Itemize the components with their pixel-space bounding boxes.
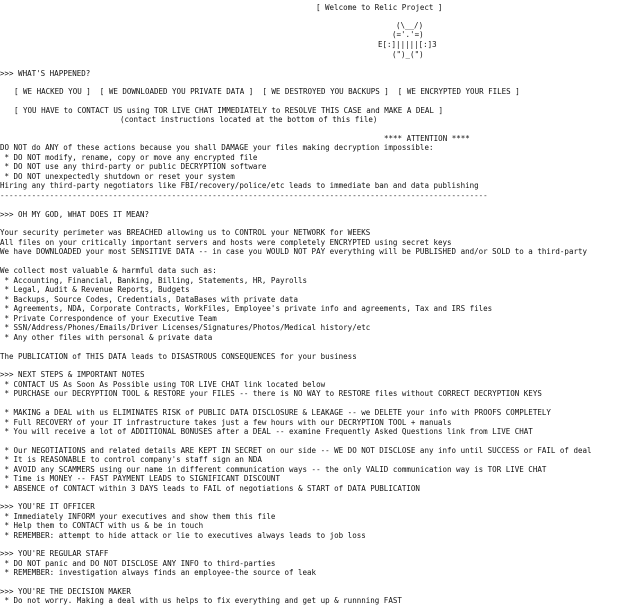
step-item: * Time is MONEY -- FAST PAYMENT LEADS to SIGNIFICANT DISCOUNT [0, 474, 280, 483]
separator-line: ------------------------------------------------------------------------------------------------------------ [0, 191, 488, 200]
meaning-line: We have DOWNLOADED your most SENSITIVE DATA -- in case you WOULD NOT PAY everything will be PUBLISHED and/or SOLD to a third-party [0, 247, 587, 256]
publication-warning: The PUBLICATION of THIS DATA leads to DISASTROUS CONSEQUENCES for your business [0, 352, 357, 361]
step-item: * AVOID any SCAMMERS using our name in different communication ways -- the only VALID communication way is TOR LIVE CHAT [0, 465, 547, 474]
section-heading-regular-staff: >>> YOU'RE REGULAR STAFF [0, 549, 109, 558]
step-item: * MAKING a DEAL with us ELIMINATES RISK of PUBLIC DATA DISCLOSURE & LEAKAGE -- we DELETE your info with PROOFS COMPLETELY [0, 408, 551, 417]
meaning-line: Your security perimeter was BREACHED allowing us to CONTROL your NETWORK for WEEKS [0, 228, 371, 237]
hack-tags: [ WE HACKED YOU ] [ WE DOWNLOADED YOU PRIVATE DATA ] [ WE DESTROYED YOU BACKUPS ] [ WE ENCRYPTED YOUR FILES ] [14, 87, 520, 96]
collect-item: * Private Correspondence of your Executive Team [0, 314, 217, 323]
section-heading-it-officer: >>> YOU'RE IT OFFICER [0, 502, 95, 511]
attention-intro: DO NOT do ANY of these actions because you shall DAMAGE your files making decryption impossible: [0, 143, 434, 152]
step-item: * It is REASONABLE to control company's staff sign an NDA [0, 455, 262, 464]
officer-item: * Immediately INFORM your executives and show them this file [0, 512, 276, 521]
meaning-line: All files on your critically important servers and hosts were completely ENCRYPTED using secret keys [0, 238, 452, 247]
ascii-art-line: (='.'=) [392, 30, 424, 39]
step-item: * You will receive a lot of ADDITIONAL BONUSES after a DEAL -- examine Frequently Asked Questions link from LIVE CHAT [0, 427, 533, 436]
officer-item: * REMEMBER: attempt to hide attack or lie to executives always leads to job loss [0, 531, 366, 540]
attention-item: * DO NOT modify, rename, copy or move any encrypted file [0, 153, 258, 162]
step-item: * Our NEGOTIATIONS and related details ARE KEPT IN SECRET on our side -- WE DO NOT DISCLOSE any info until SUCCESS or FAIL of deal [0, 446, 592, 455]
step-item: * PURCHASE our DECRYPTION TOOL & RESTORE your FILES -- there is NO WAY to RESTORE files without CORRECT DECRYPTION KEYS [0, 389, 542, 398]
section-heading-decision-maker: >>> YOU'RE THE DECISION MAKER [0, 587, 131, 596]
step-item: * CONTACT US As Soon As Possible using TOR LIVE CHAT link located below [0, 380, 326, 389]
ascii-art-line: (\__/) [396, 21, 424, 30]
attention-item: * DO NOT use any third-party or public DECRYPTION software [0, 162, 267, 171]
section-heading-whats-happened: >>> WHAT'S HAPPENED? [0, 69, 91, 78]
staff-item: * REMEMBER: investigation always finds an employee-the source of leak [0, 568, 317, 577]
attention-item: * DO NOT unexpectedly shutdown or reset your system [0, 172, 235, 181]
section-heading-next-steps: >>> NEXT STEPS & IMPORTANT NOTES [0, 370, 145, 379]
staff-item: * DO NOT panic and DO NOT DISCLOSE ANY INFO to third-parties [0, 559, 276, 568]
collect-item: * Accounting, Financial, Banking, Billing, Statements, HR, Payrolls [0, 276, 308, 285]
step-item: * Full RECOVERY of your IT infrastructure takes just a few hours with our DECRYPTION TOOL + manuals [0, 418, 452, 427]
contact-note: (contact instructions located at the bottom of this file) [120, 115, 378, 124]
officer-item: * Help them to CONTACT with us & be in touch [0, 521, 204, 530]
ascii-art-line: (")_(") [392, 50, 424, 59]
contact-demand: [ YOU HAVE to CONTACT US using TOR LIVE CHAT IMMEDIATELY to RESOLVE THIS CASE and MAKE A DEAL ] [14, 106, 443, 115]
collect-item: * Legal, Audit & Revenue Reports, Budgets [0, 285, 190, 294]
collect-intro: We collect most valuable & harmful data such as: [0, 266, 217, 275]
attention-title: **** ATTENTION **** [384, 134, 470, 143]
section-heading-meaning: >>> OH MY GOD, WHAT DOES IT MEAN? [0, 210, 150, 219]
negotiator-warning: Hiring any third-party negotiators like FBI/recovery/police/etc leads to immediate ban and data publishing [0, 181, 479, 190]
decision-item: * Do not worry. Making a deal with us helps to fix everything and get up & runnning FAST [0, 596, 402, 605]
collect-item: * Backups, Source Codes, Credentials, DataBases with private data [0, 295, 299, 304]
step-item: * ABSENCE of CONTACT within 3 DAYS leads to FAIL of negotiations & START of DATA PUBLICATION [0, 484, 420, 493]
collect-item: * Any other files with personal & private data [0, 333, 213, 342]
collect-item: * SSN/Address/Phones/Emails/Driver Licenses/Signatures/Photos/Medical history/etc [0, 323, 371, 332]
ascii-art-line: E[:]|||||[:]3 [378, 40, 437, 49]
collect-item: * Agreements, NDA, Corporate Contracts, WorkFiles, Employee's private info and agreements, Tax and IRS files [0, 304, 493, 313]
banner-title: [ Welcome to Relic Project ] [316, 3, 443, 12]
